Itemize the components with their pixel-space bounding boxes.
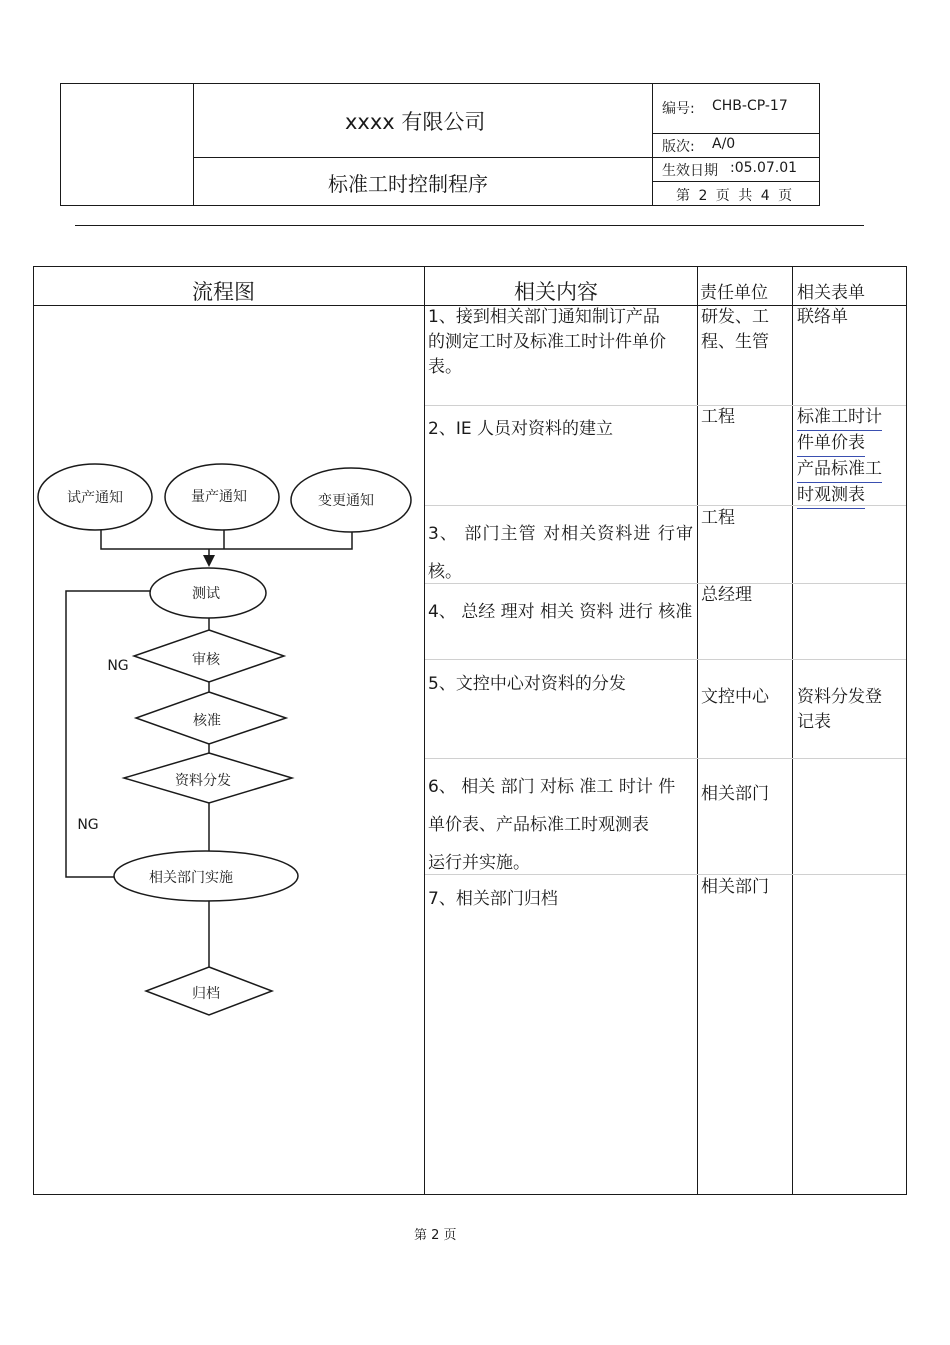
label-ng-1: NG	[107, 658, 129, 674]
effective-value: :05.07.01	[730, 160, 798, 176]
content-row-4: 4、 总经 理对 相关 资料 进行 核准	[428, 602, 693, 622]
version-value: A/0	[712, 136, 736, 152]
form-row-1: 联络单	[797, 307, 848, 327]
label-approve: 核准	[193, 713, 221, 729]
connector-ng-loop	[66, 591, 151, 877]
label-trial-notice: 试产通知	[67, 490, 123, 506]
dept-row-7: 相关部门	[701, 877, 769, 897]
content-row-6-line-2: 单价表、产品标准工时观测表	[428, 815, 649, 835]
label-test: 测试	[192, 586, 220, 602]
col-header-dept: 责任单位	[700, 283, 768, 303]
connector-merge	[101, 530, 352, 549]
label-implement: 相关部门实施	[149, 870, 233, 886]
form-link-line-3[interactable]: 产品标准工	[797, 457, 882, 483]
dept-row-4: 总经理	[701, 585, 752, 605]
col-header-content: 相关内容	[514, 280, 598, 304]
document-title: 标准工时控制程序	[328, 172, 488, 196]
form-link-line-4[interactable]: 时观测表	[797, 483, 865, 509]
content-row-6-line-1: 6、 相关 部门 对标 准工 时计 件	[428, 777, 676, 797]
form-link-line-1[interactable]: 标准工时计	[797, 405, 882, 431]
label-change-notice: 变更通知	[318, 493, 374, 509]
effective-label: 生效日期	[662, 163, 718, 179]
content-row-7: 7、相关部门归档	[428, 889, 558, 909]
content-row-6-line-3: 运行并实施。	[428, 853, 530, 873]
label-ng-2: NG	[77, 817, 99, 833]
page-info: 第 2 页 共 4 页	[676, 188, 793, 204]
dept-row-1: 研发、工程、生管	[701, 307, 769, 352]
dept-row-2: 工程	[701, 407, 735, 427]
dept-row-5: 文控中心	[701, 687, 769, 707]
dept-row-6: 相关部门	[701, 784, 769, 804]
label-mass-notice: 量产通知	[191, 489, 247, 505]
content-row-1: 1、接到相关部门通知制订产品的测定工时及标准工时计件单价表。	[428, 307, 666, 377]
form-row-5: 资料分发登记表	[797, 687, 882, 732]
dept-row-3: 工程	[701, 508, 735, 528]
version-label: 版次:	[662, 139, 695, 155]
col-header-flowchart: 流程图	[192, 280, 255, 304]
code-value: CHB-CP-17	[712, 98, 788, 114]
col-header-form: 相关表单	[797, 283, 865, 303]
content-row-3: 3、 部门主管 对相关资料进 行审核。	[428, 524, 693, 582]
content-row-2: 2、IE 人员对资料的建立	[428, 419, 613, 439]
label-review: 审核	[192, 652, 220, 668]
form-link-line-2[interactable]: 件单价表	[797, 431, 865, 457]
label-distribute: 资料分发	[175, 773, 231, 789]
content-row-5: 5、文控中心对资料的分发	[428, 674, 626, 694]
footer-page-number: 第 2 页	[414, 1228, 457, 1243]
label-archive: 归档	[192, 986, 220, 1002]
company-name: xxxx 有限公司	[345, 110, 486, 134]
code-label: 编号:	[662, 101, 695, 117]
